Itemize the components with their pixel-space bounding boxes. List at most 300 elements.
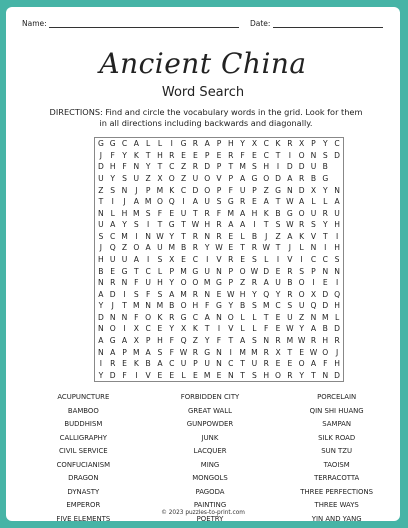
- grid-letter[interactable]: E: [287, 359, 293, 369]
- grid-letter[interactable]: H: [157, 150, 163, 160]
- grid-letter[interactable]: R: [192, 162, 199, 172]
- grid-letter[interactable]: I: [206, 254, 209, 264]
- grid-letter[interactable]: N: [145, 231, 151, 241]
- grid-letter[interactable]: S: [157, 347, 163, 357]
- grid-letter[interactable]: L: [252, 312, 257, 322]
- grid-letter[interactable]: Y: [169, 231, 175, 241]
- grid-letter[interactable]: U: [204, 266, 210, 276]
- grid-letter[interactable]: A: [204, 139, 210, 149]
- grid-letter[interactable]: N: [121, 185, 128, 195]
- grid-letter[interactable]: V: [216, 173, 222, 183]
- grid-letter[interactable]: M: [251, 347, 258, 357]
- grid-letter[interactable]: R: [263, 347, 269, 357]
- grid-letter[interactable]: U: [192, 173, 199, 183]
- grid-letter[interactable]: A: [133, 139, 139, 149]
- grid-letter[interactable]: N: [109, 312, 116, 322]
- grid-letter[interactable]: R: [204, 208, 210, 218]
- grid-letter[interactable]: U: [109, 254, 116, 264]
- grid-letter[interactable]: Y: [169, 278, 175, 288]
- grid-letter[interactable]: G: [109, 139, 116, 149]
- grid-letter[interactable]: T: [263, 220, 269, 230]
- grid-letter[interactable]: S: [334, 254, 340, 264]
- grid-letter[interactable]: F: [323, 359, 328, 369]
- grid-letter[interactable]: Z: [275, 231, 281, 241]
- grid-letter[interactable]: H: [263, 370, 270, 380]
- grid-letter[interactable]: U: [157, 243, 163, 253]
- grid-letter[interactable]: Y: [252, 289, 257, 299]
- grid-letter[interactable]: N: [98, 347, 104, 357]
- grid-letter[interactable]: T: [145, 150, 151, 160]
- grid-letter[interactable]: M: [322, 312, 329, 322]
- grid-letter[interactable]: O: [180, 278, 187, 288]
- grid-letter[interactable]: M: [144, 197, 152, 207]
- grid-letter[interactable]: B: [287, 278, 293, 288]
- grid-letter[interactable]: I: [217, 324, 221, 334]
- grid-letter[interactable]: S: [216, 197, 222, 207]
- grid-letter[interactable]: S: [252, 370, 257, 380]
- grid-letter[interactable]: U: [310, 162, 317, 172]
- grid-letter[interactable]: R: [287, 370, 293, 380]
- grid-letter[interactable]: N: [133, 162, 140, 172]
- grid-letter[interactable]: E: [181, 150, 186, 160]
- grid-letter[interactable]: E: [216, 150, 222, 160]
- grid-letter[interactable]: U: [251, 359, 258, 369]
- grid-letter[interactable]: D: [334, 370, 341, 380]
- grid-letter[interactable]: G: [227, 197, 234, 207]
- grid-letter[interactable]: B: [98, 266, 104, 276]
- grid-letter[interactable]: E: [192, 150, 198, 160]
- grid-letter[interactable]: I: [300, 254, 303, 264]
- grid-letter[interactable]: L: [240, 324, 245, 334]
- grid-letter[interactable]: D: [192, 185, 199, 195]
- grid-letter[interactable]: D: [204, 162, 211, 172]
- grid-letter[interactable]: H: [322, 335, 329, 345]
- grid-letter[interactable]: X: [133, 335, 139, 345]
- grid-letter[interactable]: A: [310, 359, 317, 369]
- grid-letter[interactable]: X: [133, 324, 139, 334]
- grid-letter[interactable]: O: [133, 243, 140, 253]
- grid-letter[interactable]: U: [204, 197, 210, 207]
- grid-letter[interactable]: H: [121, 208, 128, 218]
- grid-letter[interactable]: G: [192, 266, 199, 276]
- grid-letter[interactable]: T: [181, 220, 186, 230]
- grid-letter[interactable]: T: [122, 301, 127, 311]
- grid-letter[interactable]: I: [335, 231, 339, 241]
- grid-letter[interactable]: J: [99, 150, 103, 160]
- grid-letter[interactable]: Q: [310, 301, 317, 311]
- grid-letter[interactable]: A: [145, 347, 151, 357]
- grid-letter[interactable]: K: [299, 231, 305, 241]
- grid-letter[interactable]: E: [110, 266, 116, 276]
- grid-letter[interactable]: V: [228, 324, 234, 334]
- grid-letter[interactable]: T: [275, 197, 281, 207]
- grid-letter[interactable]: H: [239, 289, 246, 299]
- grid-letter[interactable]: V: [310, 231, 317, 241]
- grid-letter[interactable]: M: [156, 185, 164, 195]
- grid-letter[interactable]: D: [275, 173, 281, 183]
- grid-letter[interactable]: T: [98, 197, 104, 207]
- grid-letter[interactable]: F: [122, 370, 127, 380]
- grid-letter[interactable]: N: [216, 347, 222, 357]
- grid-letter[interactable]: L: [323, 197, 328, 207]
- grid-letter[interactable]: D: [334, 150, 341, 160]
- grid-letter[interactable]: G: [180, 139, 187, 149]
- grid-letter[interactable]: V: [216, 254, 222, 264]
- grid-letter[interactable]: D: [97, 162, 104, 172]
- grid-letter[interactable]: W: [309, 347, 318, 357]
- grid-letter[interactable]: M: [121, 231, 128, 241]
- grid-letter[interactable]: U: [298, 301, 305, 311]
- grid-letter[interactable]: B: [275, 208, 281, 218]
- grid-letter[interactable]: R: [322, 208, 328, 218]
- grid-letter[interactable]: Y: [204, 243, 210, 253]
- grid-letter[interactable]: Z: [98, 185, 104, 195]
- grid-letter[interactable]: A: [287, 173, 293, 183]
- grid-letter[interactable]: K: [263, 208, 269, 218]
- grid-letter[interactable]: C: [145, 324, 151, 334]
- grid-letter[interactable]: N: [98, 278, 104, 288]
- grid-letter[interactable]: E: [192, 370, 198, 380]
- grid-letter[interactable]: E: [322, 278, 328, 288]
- grid-letter[interactable]: D: [298, 162, 305, 172]
- grid-letter[interactable]: Y: [204, 335, 210, 345]
- grid-letter[interactable]: U: [180, 359, 187, 369]
- grid-letter[interactable]: S: [157, 289, 163, 299]
- grid-letter[interactable]: N: [204, 289, 211, 299]
- grid-letter[interactable]: L: [252, 324, 257, 334]
- grid-letter[interactable]: Y: [322, 220, 328, 230]
- grid-letter[interactable]: C: [263, 139, 269, 149]
- grid-letter[interactable]: P: [204, 150, 210, 160]
- grid-letter[interactable]: F: [169, 335, 174, 345]
- grid-letter[interactable]: A: [299, 197, 305, 207]
- grid-letter[interactable]: R: [192, 347, 199, 357]
- grid-letter[interactable]: P: [169, 266, 175, 276]
- grid-letter[interactable]: Y: [98, 301, 104, 311]
- grid-letter[interactable]: G: [97, 139, 104, 149]
- grid-letter[interactable]: R: [334, 335, 340, 345]
- grid-letter[interactable]: B: [180, 243, 187, 253]
- grid-letter[interactable]: R: [192, 231, 199, 241]
- grid-letter[interactable]: O: [298, 359, 305, 369]
- grid-letter[interactable]: A: [98, 289, 104, 299]
- grid-letter[interactable]: R: [299, 173, 305, 183]
- grid-letter[interactable]: C: [263, 150, 269, 160]
- grid-letter[interactable]: M: [203, 278, 211, 288]
- grid-letter[interactable]: W: [286, 197, 294, 207]
- grid-letter[interactable]: N: [334, 185, 340, 195]
- grid-letter[interactable]: E: [181, 254, 186, 264]
- grid-letter[interactable]: O: [192, 278, 199, 288]
- grid-letter[interactable]: B: [251, 231, 258, 241]
- grid-letter[interactable]: D: [334, 324, 341, 334]
- grid-letter[interactable]: H: [204, 220, 211, 230]
- grid-letter[interactable]: R: [216, 220, 222, 230]
- grid-letter[interactable]: C: [322, 254, 328, 264]
- grid-letter[interactable]: I: [135, 370, 138, 380]
- grid-letter[interactable]: C: [334, 139, 340, 149]
- grid-letter[interactable]: W: [286, 324, 294, 334]
- grid-letter[interactable]: L: [334, 312, 340, 322]
- grid-letter[interactable]: D: [109, 289, 116, 299]
- grid-letter[interactable]: Z: [299, 312, 305, 322]
- grid-letter[interactable]: D: [97, 312, 104, 322]
- grid-letter[interactable]: M: [239, 347, 246, 357]
- grid-letter[interactable]: S: [252, 335, 257, 345]
- grid-letter[interactable]: O: [156, 197, 163, 207]
- grid-letter[interactable]: I: [135, 231, 138, 241]
- grid-letter[interactable]: K: [192, 324, 198, 334]
- grid-letter[interactable]: Y: [110, 173, 116, 183]
- grid-letter[interactable]: U: [133, 173, 140, 183]
- grid-letter[interactable]: D: [322, 301, 329, 311]
- grid-letter[interactable]: A: [240, 208, 246, 218]
- grid-letter[interactable]: G: [275, 185, 281, 195]
- grid-letter[interactable]: O: [204, 185, 211, 195]
- grid-letter[interactable]: B: [310, 173, 317, 183]
- grid-letter[interactable]: N: [121, 278, 128, 288]
- grid-letter[interactable]: U: [310, 208, 317, 218]
- grid-letter[interactable]: D: [322, 289, 329, 299]
- grid-letter[interactable]: S: [122, 173, 127, 183]
- grid-letter[interactable]: E: [275, 266, 281, 276]
- grid-letter[interactable]: M: [168, 243, 176, 253]
- grid-letter[interactable]: A: [98, 335, 104, 345]
- grid-letter[interactable]: S: [287, 301, 293, 311]
- grid-letter[interactable]: O: [239, 266, 246, 276]
- grid-letter[interactable]: Y: [228, 301, 234, 311]
- grid-letter[interactable]: Z: [180, 173, 187, 183]
- grid-letter[interactable]: B: [322, 162, 328, 172]
- grid-letter[interactable]: I: [324, 243, 327, 253]
- grid-letter[interactable]: S: [157, 254, 163, 264]
- grid-letter[interactable]: O: [109, 324, 116, 334]
- grid-letter[interactable]: H: [98, 254, 104, 264]
- grid-letter[interactable]: S: [252, 254, 257, 264]
- grid-letter[interactable]: T: [228, 335, 234, 345]
- grid-letter[interactable]: T: [311, 370, 316, 380]
- grid-letter[interactable]: U: [145, 278, 151, 288]
- grid-letter[interactable]: L: [264, 254, 269, 264]
- grid-letter[interactable]: N: [204, 231, 211, 241]
- grid-letter[interactable]: I: [170, 139, 173, 149]
- grid-letter[interactable]: D: [263, 266, 270, 276]
- grid-letter[interactable]: R: [299, 220, 305, 230]
- grid-letter[interactable]: K: [157, 312, 163, 322]
- grid-letter[interactable]: F: [122, 162, 127, 172]
- grid-letter[interactable]: P: [145, 185, 151, 195]
- grid-letter[interactable]: P: [311, 266, 316, 276]
- grid-letter[interactable]: G: [322, 173, 329, 183]
- grid-letter[interactable]: L: [240, 231, 245, 241]
- grid-letter[interactable]: A: [121, 335, 128, 345]
- grid-letter[interactable]: A: [310, 324, 317, 334]
- grid-letter[interactable]: E: [216, 289, 222, 299]
- grid-letter[interactable]: V: [145, 370, 151, 380]
- grid-letter[interactable]: A: [263, 197, 269, 207]
- grid-letter[interactable]: P: [252, 185, 257, 195]
- grid-letter[interactable]: L: [181, 370, 186, 380]
- grid-letter[interactable]: A: [240, 220, 246, 230]
- grid-letter[interactable]: L: [157, 139, 163, 149]
- grid-letter[interactable]: S: [311, 220, 316, 230]
- grid-letter[interactable]: N: [98, 324, 104, 334]
- grid-letter[interactable]: P: [193, 359, 198, 369]
- grid-letter[interactable]: R: [110, 278, 116, 288]
- grid-letter[interactable]: I: [253, 220, 256, 230]
- grid-letter[interactable]: F: [216, 208, 222, 218]
- grid-letter[interactable]: F: [157, 208, 163, 218]
- grid-letter[interactable]: E: [299, 347, 305, 357]
- grid-letter[interactable]: A: [110, 347, 116, 357]
- grid-letter[interactable]: R: [251, 278, 258, 288]
- grid-letter[interactable]: T: [181, 231, 186, 241]
- grid-letter[interactable]: P: [311, 139, 316, 149]
- grid-letter[interactable]: R: [192, 289, 199, 299]
- grid-letter[interactable]: M: [133, 347, 140, 357]
- grid-letter[interactable]: C: [110, 231, 116, 241]
- grid-letter[interactable]: Z: [192, 335, 198, 345]
- grid-letter[interactable]: C: [192, 254, 199, 264]
- grid-letter[interactable]: I: [182, 197, 185, 207]
- grid-letter[interactable]: S: [252, 301, 257, 311]
- grid-letter[interactable]: G: [216, 278, 222, 288]
- grid-letter[interactable]: C: [180, 185, 187, 195]
- grid-letter[interactable]: Y: [122, 220, 127, 230]
- grid-letter[interactable]: V: [287, 254, 293, 264]
- grid-letter[interactable]: W: [156, 231, 164, 241]
- grid-letter[interactable]: I: [123, 289, 126, 299]
- grid-letter[interactable]: J: [123, 197, 126, 207]
- grid-letter[interactable]: N: [310, 243, 317, 253]
- grid-letter[interactable]: C: [192, 312, 199, 322]
- grid-letter[interactable]: C: [169, 162, 175, 172]
- grid-letter[interactable]: U: [239, 185, 246, 195]
- grid-letter[interactable]: Q: [168, 197, 175, 207]
- grid-letter[interactable]: L: [311, 197, 316, 207]
- grid-letter[interactable]: I: [111, 197, 114, 207]
- grid-letter[interactable]: E: [275, 312, 281, 322]
- grid-letter[interactable]: O: [322, 347, 329, 357]
- grid-letter[interactable]: Y: [322, 185, 328, 195]
- grid-letter[interactable]: L: [146, 139, 151, 149]
- grid-letter[interactable]: W: [191, 220, 200, 230]
- grid-letter[interactable]: F: [240, 150, 245, 160]
- grid-letter[interactable]: T: [228, 162, 234, 172]
- grid-letter[interactable]: X: [310, 289, 317, 299]
- grid-letter[interactable]: N: [287, 185, 293, 195]
- grid-letter[interactable]: A: [240, 173, 246, 183]
- grid-letter[interactable]: X: [169, 254, 175, 264]
- grid-letter[interactable]: S: [133, 220, 139, 230]
- grid-letter[interactable]: I: [147, 220, 150, 230]
- grid-letter[interactable]: J: [111, 301, 114, 311]
- grid-letter[interactable]: R: [216, 231, 222, 241]
- grid-letter[interactable]: R: [110, 359, 116, 369]
- grid-letter[interactable]: Q: [263, 289, 270, 299]
- grid-letter[interactable]: U: [204, 359, 210, 369]
- grid-letter[interactable]: S: [145, 208, 151, 218]
- grid-letter[interactable]: I: [335, 278, 339, 288]
- grid-letter[interactable]: S: [110, 185, 116, 195]
- grid-letter[interactable]: U: [334, 208, 340, 218]
- grid-letter[interactable]: H: [334, 243, 340, 253]
- grid-letter[interactable]: N: [310, 312, 317, 322]
- grid-letter[interactable]: T: [240, 370, 245, 380]
- grid-letter[interactable]: S: [275, 220, 281, 230]
- grid-letter[interactable]: S: [299, 266, 305, 276]
- grid-letter[interactable]: M: [227, 208, 235, 218]
- grid-letter[interactable]: M: [133, 301, 140, 311]
- grid-letter[interactable]: Q: [180, 335, 187, 345]
- grid-letter[interactable]: U: [98, 220, 104, 230]
- grid-letter[interactable]: C: [228, 359, 234, 369]
- grid-letter[interactable]: X: [310, 185, 317, 195]
- grid-letter[interactable]: T: [134, 266, 139, 276]
- grid-letter[interactable]: G: [168, 220, 175, 230]
- grid-letter[interactable]: N: [334, 266, 340, 276]
- grid-letter[interactable]: C: [121, 139, 128, 149]
- grid-letter[interactable]: X: [299, 139, 305, 149]
- grid-letter[interactable]: P: [228, 266, 234, 276]
- grid-letter[interactable]: W: [215, 243, 223, 253]
- grid-letter[interactable]: F: [145, 289, 151, 299]
- grid-letter[interactable]: H: [263, 162, 270, 172]
- grid-letter[interactable]: I: [99, 359, 103, 369]
- grid-letter[interactable]: M: [262, 301, 270, 311]
- grid-letter[interactable]: T: [287, 347, 293, 357]
- grid-letter[interactable]: T: [263, 312, 269, 322]
- grid-letter[interactable]: C: [275, 301, 281, 311]
- grid-letter[interactable]: S: [252, 162, 257, 172]
- grid-letter[interactable]: R: [228, 150, 234, 160]
- grid-letter[interactable]: U: [287, 312, 293, 322]
- grid-letter[interactable]: X: [275, 347, 281, 357]
- grid-letter[interactable]: P: [228, 278, 234, 288]
- grid-letter[interactable]: D: [298, 185, 305, 195]
- grid-letter[interactable]: A: [204, 312, 210, 322]
- grid-letter[interactable]: O: [180, 301, 187, 311]
- grid-letter[interactable]: A: [157, 359, 163, 369]
- grid-letter[interactable]: N: [216, 266, 222, 276]
- grid-letter[interactable]: N: [145, 301, 151, 311]
- grid-letter[interactable]: N: [216, 312, 222, 322]
- grid-letter[interactable]: C: [145, 266, 151, 276]
- grid-letter[interactable]: M: [286, 335, 294, 345]
- grid-letter[interactable]: L: [157, 266, 163, 276]
- grid-letter[interactable]: K: [169, 185, 175, 195]
- grid-letter[interactable]: T: [240, 243, 245, 253]
- grid-letter[interactable]: O: [298, 289, 305, 299]
- grid-letter[interactable]: O: [204, 173, 211, 183]
- grid-letter[interactable]: J: [135, 185, 138, 195]
- grid-letter[interactable]: G: [216, 301, 222, 311]
- grid-letter[interactable]: O: [298, 150, 305, 160]
- grid-letter[interactable]: R: [310, 335, 317, 345]
- grid-letter[interactable]: O: [168, 173, 175, 183]
- grid-letter[interactable]: F: [216, 335, 222, 345]
- grid-letter[interactable]: I: [229, 347, 232, 357]
- grid-letter[interactable]: C: [310, 254, 317, 264]
- grid-letter[interactable]: A: [133, 197, 139, 207]
- grid-letter[interactable]: Y: [299, 370, 304, 380]
- grid-letter[interactable]: F: [169, 347, 174, 357]
- grid-letter[interactable]: E: [275, 359, 281, 369]
- grid-letter[interactable]: C: [169, 359, 175, 369]
- grid-letter[interactable]: M: [239, 162, 246, 172]
- grid-letter[interactable]: K: [133, 359, 139, 369]
- grid-letter[interactable]: T: [275, 243, 281, 253]
